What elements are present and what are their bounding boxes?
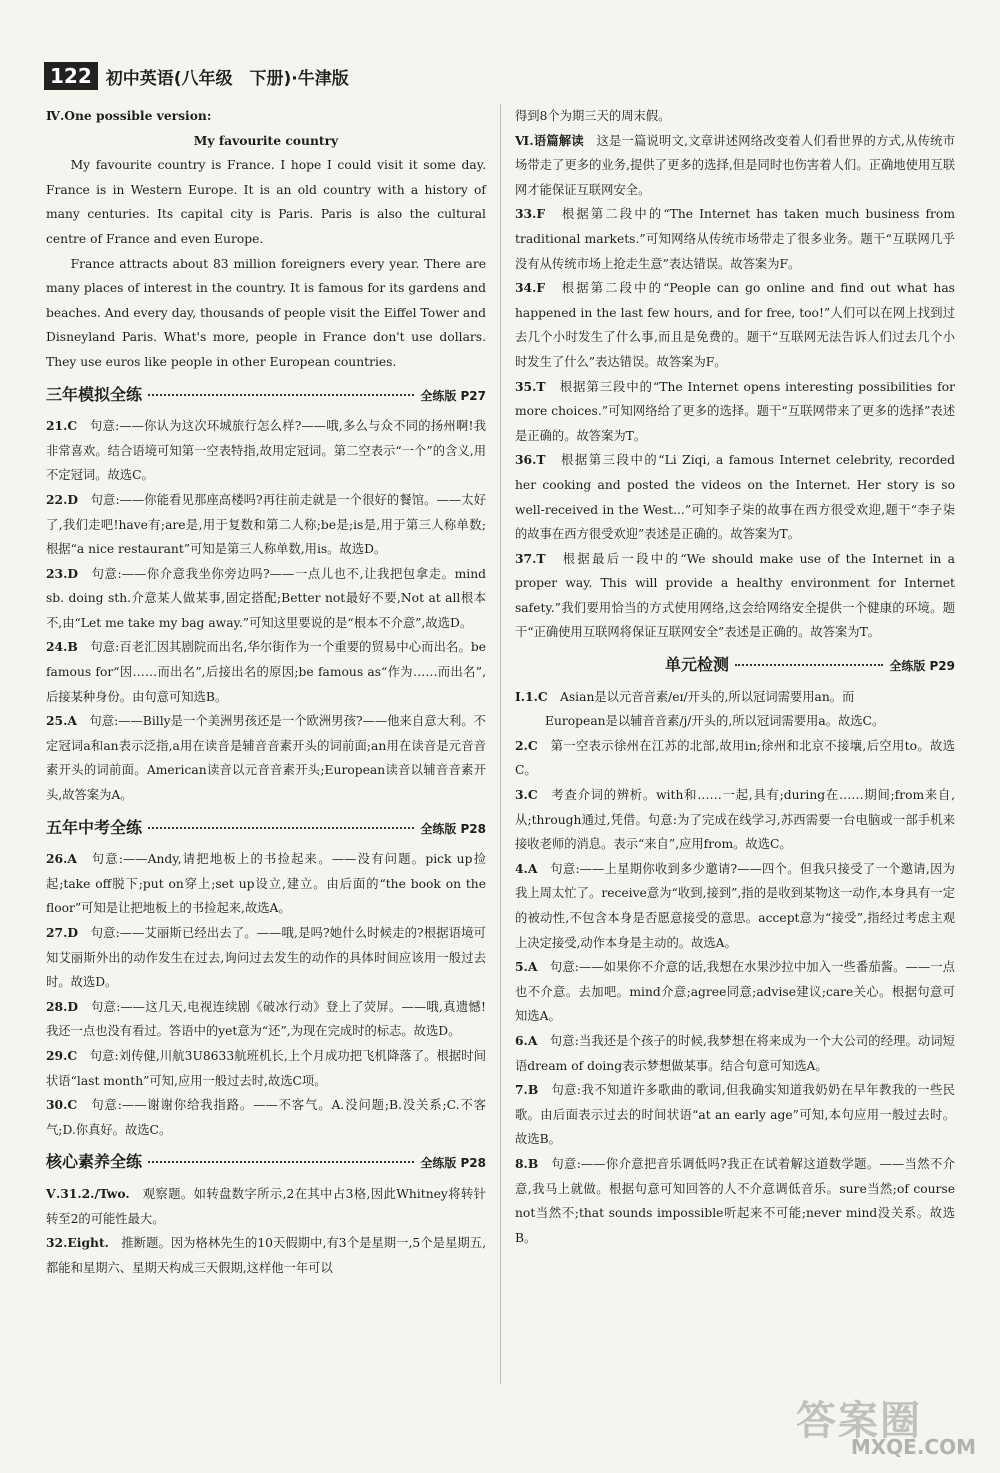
book-title: 初中英语(八年级 下册)·牛津版 bbox=[105, 68, 349, 89]
answer-item bbox=[515, 1029, 955, 1078]
explanation: 考查介词的辨析。with和……一起,具有;during在……期间;from来自,从;through通过,凭借。句意:为了完成在线学习,苏西需要一台电脑或一部手机来接收老师的消息。表示“来自”,应用from。故选C。 bbox=[515, 788, 955, 852]
left-column bbox=[46, 104, 486, 1280]
explanation: 句意:——Andy,请把地板上的书捡起来。——没有问题。pick up捡起;take off脱下;put on穿上;set up设立,建立。由后面的“the book on the floor”可知是让把地板上的书捡起来,故选A。 bbox=[46, 852, 486, 916]
section-title: 单元检测 bbox=[665, 655, 730, 675]
question-number: 24.B bbox=[46, 639, 78, 655]
answer-item bbox=[46, 1182, 486, 1231]
essay-paragraph-1: My favourite country is France. I hope I could visit it some day. France is in Western Europe. It is an old country with a history of many centuries. Its capital city is Paris. Paris is also the cultural centre of France and even Europe. bbox=[46, 158, 486, 246]
explanation: 句意:——你能看见那座高楼吗?再往前走就是一个很好的餐馆。——太好了,我们走吧!have有;are是,用于复数和第二人称;be是;is是,用于第三人称单数;根据“a nice restaurant”可知是第三人称单数,用is。故选D。 bbox=[46, 492, 486, 557]
question-number: 21.C bbox=[46, 418, 78, 434]
section-title: 核心素养全练 bbox=[46, 1152, 143, 1172]
answer-item bbox=[515, 1152, 955, 1250]
question-number: 2.C bbox=[515, 737, 538, 753]
explanation: 句意:——上星期你收到多少邀请?——四个。但我只接受了一个邀请,因为我上周太忙了。receive意为“收到,接到”,指的是收到某物这一动作,本身具有一定的被动性,不包含本身是否愿意接受的意思。accept意为“接受”,指经过考虑主观上决定接受,动作本身是主动的。故选A。 bbox=[515, 861, 955, 950]
dotted-leader bbox=[148, 394, 414, 396]
answer-item bbox=[46, 562, 486, 636]
explanation: 句意:——Billy是一个美洲男孩还是一个欧洲男孩?——他来自意大利。不定冠词a和an表示泛指,a用在读音是辅音音素开头的词前面;an用在读音是元音音素开头的词前面。American读音以元音音素开头;European读音以辅音音素开头,故答案为A。 bbox=[46, 714, 486, 803]
section-title: 五年中考全练 bbox=[46, 817, 143, 837]
question-number: 27.D bbox=[46, 925, 79, 940]
answer-item bbox=[46, 488, 486, 562]
question-number: 28.D bbox=[46, 998, 79, 1014]
question-number: 25.A bbox=[46, 713, 77, 729]
answer-item bbox=[515, 685, 955, 710]
answer-item bbox=[46, 921, 486, 995]
explanation: 这是一篇说明文,文章讲述网络改变着人们看世界的方式,从传统市场带走了更多的业务,提供了更多的选择,但是同时也伤害着人们。正确地使用互联网才能保证互联网安全。 bbox=[515, 133, 955, 197]
question-number: 34.F bbox=[515, 280, 546, 296]
question-number: 32.Eight. bbox=[46, 1235, 109, 1251]
question-number: Ⅵ.语篇解读 bbox=[515, 132, 584, 148]
answer-item bbox=[515, 734, 955, 783]
page-header bbox=[44, 58, 964, 94]
answer-item bbox=[46, 1231, 486, 1280]
explanation: 句意:——如果你不介意的话,我想在水果沙拉中加入一些番茄酱。——一点也不介意。去加吧。mind介意;agree同意;advise建议;care关心。根据句意可知选A。 bbox=[515, 960, 955, 1024]
question-number: 35.T bbox=[515, 378, 546, 394]
question-number: 30.C bbox=[46, 1097, 78, 1113]
answer-item bbox=[515, 547, 955, 645]
answer-item bbox=[515, 783, 955, 857]
explanation: 根据第二段中的“People can go online and find out what has happened in the last few hours, and for free, too!”人们可以在网上找到过去几个小时发生了什么事,而且是免费的。题干“互联网无法告诉人们过去几个小时发生了什么”表达错误。故答案为F。 bbox=[515, 281, 955, 369]
answer-item bbox=[46, 1093, 486, 1142]
answer-item bbox=[46, 995, 486, 1044]
question-number: 6.A bbox=[515, 1032, 538, 1048]
question-number: 29.C bbox=[46, 1047, 78, 1063]
answer-item-continued: European是以辅音音素/j/开头的,所以冠词需要用a。故选C。 bbox=[545, 714, 885, 729]
explanation: 句意:——你认为这次环城旅行怎么样?——哦,多么与众不同的扬州啊!我非常喜欢。结合语境可知第一空表特指,故用定冠词。第二空表示“一个”的含义,用不定冠词。故选C。 bbox=[46, 419, 486, 483]
section-heading bbox=[46, 816, 486, 842]
explanation: 句意:——这几天,电视连续剧《破冰行动》登上了荧屏。——哦,真遗憾!我还一点也没有看过。答语中的yet意为“还”,为现在完成时的标志。故选D。 bbox=[46, 999, 486, 1039]
page-number: 122 bbox=[44, 62, 98, 90]
explanation: 观察题。如转盘数字所示,2在其中占3格,因此Whitney将转针转至2的可能性最大。 bbox=[46, 1186, 487, 1226]
continued-text: 得到8个为期三天的周末假。 bbox=[515, 109, 671, 123]
explanation: 根据最后一段中的“We should make use of the Internet in a proper way. This will provide a healthy environment for Internet safety.”我们要用恰当的方式使用网络,这会给网络安全提供一个健康的环境。题干“正确使用互联网将保证互联网安全”表述是正确的。故答案为T。 bbox=[515, 551, 955, 640]
answer-item bbox=[515, 129, 955, 203]
explanation: 句意:——艾丽斯已经出去了。——哦,是吗?她什么时候走的?根据语境可知艾丽斯外出的动作发生在过去,询问过去发生的动作的具体时间应该用一般过去时。故选D。 bbox=[46, 926, 486, 990]
section-heading bbox=[515, 653, 955, 679]
answer-item bbox=[46, 847, 486, 921]
question-number: 4.A bbox=[515, 860, 538, 876]
explanation: 句意:我不知道许多歌曲的歌词,但我确实知道我奶奶在早年教我的一些民歌。由后面表示过去的时间状语“at an early age”可知,本句应用一般过去时。故选B。 bbox=[515, 1083, 955, 1147]
section-ref: 全练版 P28 bbox=[420, 1156, 486, 1171]
question-number: 23.D bbox=[46, 565, 79, 581]
essay-label: Ⅳ.One possible version: bbox=[46, 108, 212, 123]
essay-paragraph-2: France attracts about 83 million foreigners every year. There are many places of interest in the country. It is famous for its gardens and beaches. And every day, thousands of people visit the Eiffel Tower and Disneyland Paris. What's more, people in France don't use dollars. They use euros like people in other European countries. bbox=[46, 256, 486, 369]
answer-item bbox=[515, 276, 955, 374]
explanation: 根据第二段中的“The Internet has taken much business from traditional markets.”可知网络从传统市场带走了很多业务。题干“互联网几乎没有从传统市场上抢走生意”表达错误。故答案为F。 bbox=[515, 207, 955, 271]
answer-item bbox=[515, 202, 955, 276]
question-number: 37.T bbox=[515, 550, 546, 566]
section-heading bbox=[46, 383, 486, 409]
section-heading bbox=[46, 1150, 486, 1176]
question-number: 8.B bbox=[515, 1155, 539, 1171]
question-number: Ⅰ.1.C bbox=[515, 688, 548, 704]
question-number: 5.A bbox=[515, 959, 538, 975]
dotted-leader bbox=[148, 1161, 414, 1163]
right-column bbox=[515, 104, 955, 1250]
essay-title: My favourite country bbox=[193, 132, 339, 148]
question-number: 3.C bbox=[515, 787, 538, 803]
explanation: 推断题。因为格林先生的10天假期中,有3个是星期一,5个是星期五,都能和星期六、星期天构成三天假期,这样他一年可以 bbox=[46, 1236, 486, 1275]
explanation: 第一空表示徐州在江苏的北部,故用in;徐州和北京不接壤,后空用to。故选C。 bbox=[515, 738, 955, 778]
question-number: Ⅴ.31.2./Two. bbox=[46, 1185, 130, 1201]
section-ref: 全练版 P28 bbox=[420, 821, 486, 836]
watermark-url: MXQE.COM bbox=[850, 1435, 976, 1459]
section-title: 三年模拟全练 bbox=[46, 384, 143, 404]
answer-item bbox=[515, 857, 955, 955]
watermark bbox=[796, 1389, 976, 1459]
answer-item bbox=[515, 1078, 955, 1152]
question-number: 22.D bbox=[46, 491, 79, 507]
answer-item bbox=[515, 448, 955, 546]
answer-item bbox=[515, 375, 955, 449]
explanation: 根据第三段中的“The Internet opens interesting possibilities for more choices.”可知网络给了更多的选择。题干“互联网带来了更多的选择”表述是正确的。故答案为T。 bbox=[515, 379, 955, 443]
question-number: 7.B bbox=[515, 1082, 539, 1098]
question-number: 36.T bbox=[515, 452, 546, 468]
explanation: 根据第三段中的“Li Ziqi, a famous Internet celebrity, recorded her cooking and posted the videos on the Internet. Her story is so well-received in the West...”可知李子柒的故事在西方很受欢迎,题干“李子柒的故事在西方很受欢迎”表述是正确的。故答案为T。 bbox=[515, 453, 955, 542]
answer-item bbox=[46, 1044, 486, 1093]
answer-item bbox=[515, 955, 955, 1029]
dotted-leader bbox=[735, 664, 883, 666]
explanation: 句意:——你介意把音乐调低吗?我正在试着解这道数学题。——当然不介意,我马上就做。根据句意可知回答的人不介意调低音乐。sure当然;of course not当然不;that sounds impossible听起来不可能;never mind没关系。故选B。 bbox=[515, 1156, 955, 1245]
explanation: 句意:当我还是个孩子的时候,我梦想在将来成为一个大公司的经理。动词短语dream of doing表示梦想做某事。结合句意可知选A。 bbox=[515, 1033, 955, 1073]
explanation: 句意:——谢谢你给我指路。——不客气。A.没问题;B.没关系;C.不客气;D.你真好。故选C。 bbox=[46, 1098, 486, 1137]
section-ref: 全练版 P27 bbox=[420, 388, 486, 403]
watermark-logo: 答案圈 bbox=[796, 1398, 922, 1444]
section-ref: 全练版 P29 bbox=[889, 659, 955, 674]
answer-item bbox=[46, 709, 486, 807]
explanation: 句意:刘传健,川航3U8633航班机长,上个月成功把飞机降落了。根据时间状语“last month”可知,应用一般过去时,故选C项。 bbox=[46, 1048, 486, 1088]
explanation: 句意:——你介意我坐你旁边吗?——一点儿也不,让我把包拿走。mind sb. doing sth.介意某人做某事,固定搭配;Better not最好不要,Not at all根本不,由“Let me take my bag away.”可知这里要说的是“根本不介意”,故选D。 bbox=[46, 566, 486, 630]
explanation: Asian是以元音音素/eɪ/开头的,所以冠词需要用an。而 bbox=[559, 689, 855, 704]
question-number: 26.A bbox=[46, 851, 77, 867]
answer-item bbox=[46, 635, 486, 709]
dotted-leader bbox=[148, 827, 414, 829]
answer-item bbox=[46, 414, 486, 488]
column-divider bbox=[500, 104, 501, 1384]
question-number: 33.F bbox=[515, 206, 546, 222]
explanation: 句意:百老汇因其剧院而出名,华尔街作为一个重要的贸易中心而出名。be famous for“因……而出名”,后接出名的原因;be famous as“作为……而出名”,后接某种身份。由句意可知选B。 bbox=[46, 640, 486, 704]
